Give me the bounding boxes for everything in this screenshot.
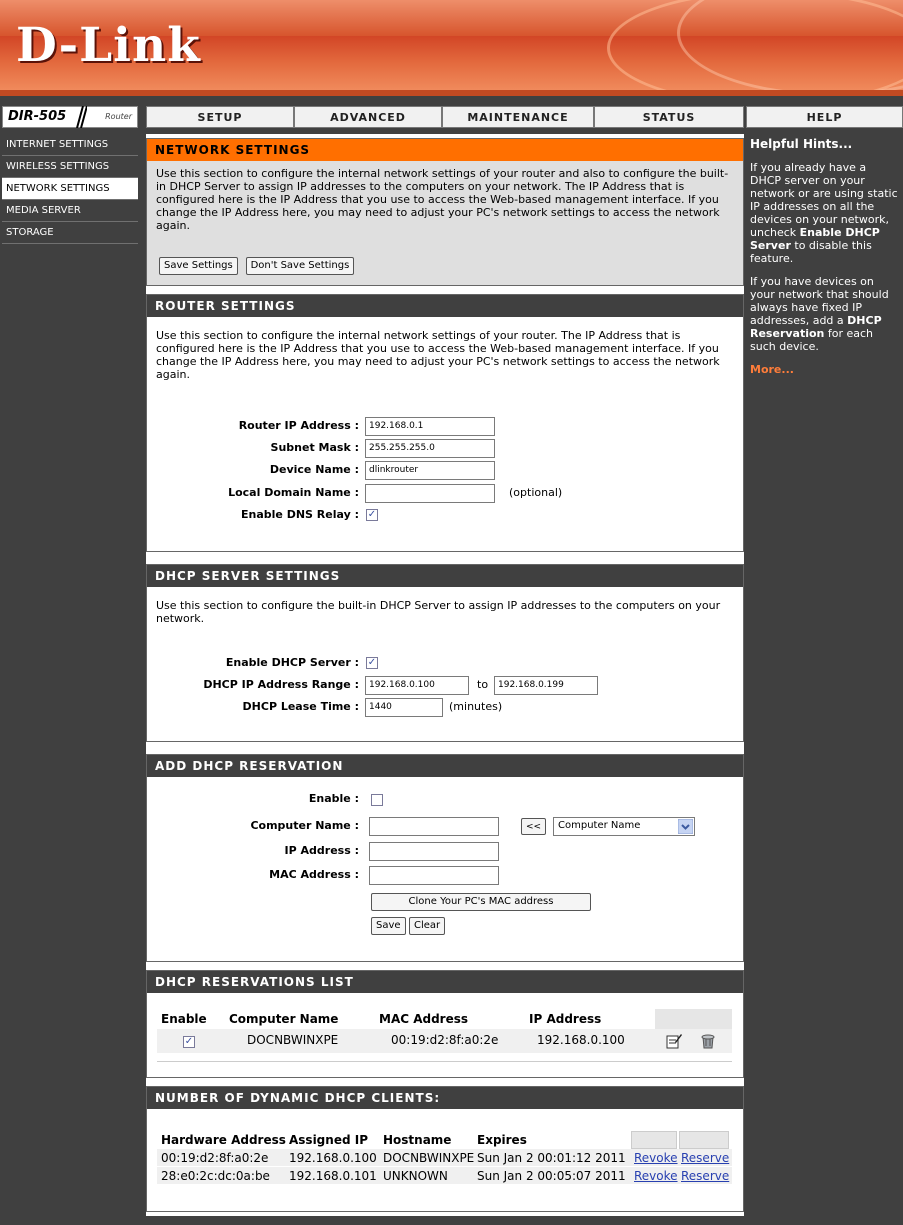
help-hint-reservation bbox=[750, 275, 899, 353]
sidebar-item-network-settings[interactable]: NETWORK SETTINGS bbox=[2, 178, 138, 200]
lease-unit: (minutes) bbox=[449, 700, 503, 713]
revoke-link[interactable]: Revoke bbox=[634, 1169, 678, 1183]
section-title: ADD DHCP RESERVATION bbox=[147, 755, 743, 777]
section-title: DHCP RESERVATIONS LIST bbox=[147, 971, 743, 993]
computer-name-input[interactable] bbox=[369, 817, 499, 836]
lease-time-label: DHCP Lease Time : bbox=[242, 700, 359, 713]
help-hint-dhcp bbox=[750, 161, 899, 265]
mac-address-label: MAC Address : bbox=[269, 868, 359, 881]
table-row bbox=[157, 1166, 732, 1184]
reservation-save-button[interactable]: Save bbox=[371, 917, 406, 935]
revoke-link[interactable]: Revoke bbox=[634, 1151, 678, 1165]
sidebar-item-media-server[interactable]: MEDIA SERVER bbox=[2, 200, 138, 222]
section-title: DHCP SERVER SETTINGS bbox=[147, 565, 743, 587]
slash-icon bbox=[73, 106, 87, 128]
col-enable: Enable bbox=[161, 1012, 207, 1026]
network-settings-section bbox=[146, 138, 744, 286]
model-name: DIR-505 bbox=[8, 109, 67, 124]
dlink-logo: D-Link bbox=[16, 18, 201, 73]
col-assigned-ip: Assigned IP bbox=[289, 1133, 368, 1147]
reservation-enable-checkbox[interactable] bbox=[371, 794, 383, 806]
clone-mac-button[interactable]: Clone Your PC's MAC address bbox=[371, 893, 591, 911]
edit-icon[interactable] bbox=[665, 1032, 683, 1050]
table-header-row bbox=[157, 1009, 732, 1029]
col-hostname: Hostname bbox=[383, 1133, 452, 1147]
dns-relay-checkbox[interactable]: ✓ bbox=[367, 509, 377, 520]
help-text: If you have devices on your network that should always have fixed IP addresses, add a bbox=[750, 275, 889, 327]
tab-status[interactable]: STATUS bbox=[594, 106, 744, 128]
row-hostname: UNKNOWN bbox=[383, 1169, 448, 1183]
sidebar-item-storage[interactable]: STORAGE bbox=[2, 222, 138, 244]
reservations-list-section bbox=[146, 970, 744, 1078]
row-hardware-address: 28:e0:2c:dc:0a:be bbox=[161, 1169, 270, 1183]
sidebar bbox=[2, 134, 138, 244]
col-ip-address: IP Address bbox=[529, 1012, 602, 1026]
help-title: Helpful Hints... bbox=[750, 137, 853, 151]
enable-label: Enable : bbox=[308, 792, 359, 805]
add-reservation-section bbox=[146, 754, 744, 962]
row-hardware-address: 00:19:d2:8f:a0:2e bbox=[161, 1151, 269, 1165]
section-title: ROUTER SETTINGS bbox=[147, 295, 743, 317]
table-row bbox=[157, 1149, 732, 1166]
more-link[interactable]: More... bbox=[750, 363, 794, 376]
dynamic-clients-section bbox=[146, 1086, 744, 1212]
help-emphasis: DHCP Reservation bbox=[750, 314, 882, 340]
header-spacer bbox=[655, 1009, 732, 1029]
reservations-table bbox=[157, 1009, 732, 1062]
router-ip-input[interactable]: 192.168.0.1 bbox=[365, 417, 495, 436]
row-ip-address: 192.168.0.100 bbox=[537, 1033, 625, 1047]
dhcp-range-label: DHCP IP Address Range : bbox=[203, 678, 359, 691]
reserve-link[interactable]: Reserve bbox=[681, 1151, 730, 1165]
computer-name-label: Computer Name : bbox=[250, 819, 359, 832]
row-expires: Sun Jan 2 00:05:07 2011 bbox=[477, 1169, 626, 1183]
header-banner bbox=[0, 0, 903, 90]
device-name-label: Device Name : bbox=[269, 463, 359, 476]
model-type: Router bbox=[105, 112, 132, 121]
router-settings-section bbox=[146, 294, 744, 552]
local-domain-label: Local Domain Name : bbox=[228, 486, 359, 499]
dont-save-settings-button[interactable]: Don't Save Settings bbox=[246, 257, 355, 275]
header-spacer bbox=[679, 1131, 729, 1149]
select-value: Computer Name bbox=[558, 820, 641, 831]
row-expires: Sun Jan 2 00:01:12 2011 bbox=[477, 1151, 626, 1165]
row-assigned-ip: 192.168.0.100 bbox=[289, 1151, 377, 1165]
sidebar-item-internet-settings[interactable]: INTERNET SETTINGS bbox=[2, 134, 138, 156]
dynamic-clients-table bbox=[157, 1131, 732, 1184]
tab-setup[interactable]: SETUP bbox=[146, 106, 294, 128]
col-hardware-address: Hardware Address bbox=[161, 1133, 286, 1147]
tab-help[interactable]: HELP bbox=[746, 106, 903, 128]
chevron-down-icon[interactable] bbox=[678, 819, 693, 834]
lease-time-input[interactable]: 1440 bbox=[365, 698, 443, 717]
help-text: If you already have a DHCP server on your network or are using static IP addresses on all the devices on your network, uncheck bbox=[750, 161, 898, 239]
range-to-label: to bbox=[477, 678, 489, 691]
reservation-mac-input[interactable] bbox=[369, 866, 499, 885]
optional-note: (optional) bbox=[509, 486, 563, 499]
device-name-input[interactable]: dlinkrouter bbox=[365, 461, 495, 480]
header-spacer bbox=[631, 1131, 677, 1149]
ip-address-label: IP Address : bbox=[284, 844, 359, 857]
tab-maintenance[interactable]: MAINTENANCE bbox=[442, 106, 594, 128]
col-mac-address: MAC Address bbox=[379, 1012, 469, 1026]
subnet-mask-label: Subnet Mask : bbox=[270, 441, 359, 454]
sidebar-item-wireless-settings[interactable]: WIRELESS SETTINGS bbox=[2, 156, 138, 178]
tab-advanced[interactable]: ADVANCED bbox=[294, 106, 442, 128]
row-hostname: DOCNBWINXPE bbox=[383, 1151, 475, 1165]
save-settings-button[interactable]: Save Settings bbox=[159, 257, 238, 275]
enable-dhcp-checkbox[interactable]: ✓ bbox=[367, 657, 377, 668]
reserve-link[interactable]: Reserve bbox=[681, 1169, 730, 1183]
section-description: Use this section to configure the internal network settings of your router and also to configure the built-in DHCP Server to assign IP addresses to the computers on your network. The IP Address that is configured here is the IP Address that you use to access the Web-based management interface. If you change the IP Address here, you may need to adjust your PC's network settings to access the network again. bbox=[156, 167, 729, 232]
row-assigned-ip: 192.168.0.101 bbox=[289, 1169, 377, 1183]
model-badge bbox=[2, 106, 138, 128]
section-title: NUMBER OF DYNAMIC DHCP CLIENTS: bbox=[147, 1087, 743, 1109]
section-description: Use this section to configure the internal network settings of your router. The IP Address that is configured here is the IP Address that you use to access the Web-based management interface. If you change the IP Address here, you may need to adjust your PC's network settings to access the network again. bbox=[156, 329, 720, 381]
dhcp-range-start-input[interactable]: 192.168.0.100 bbox=[365, 676, 469, 695]
reservation-ip-input[interactable] bbox=[369, 842, 499, 861]
reservation-row-checkbox[interactable]: ✓ bbox=[184, 1036, 194, 1047]
help-text: to disable this feature. bbox=[750, 239, 872, 265]
reservation-clear-button[interactable]: Clear bbox=[409, 917, 445, 935]
table-header-row bbox=[157, 1131, 732, 1149]
enable-dhcp-label: Enable DHCP Server : bbox=[225, 656, 359, 669]
local-domain-input[interactable] bbox=[365, 484, 495, 503]
dhcp-range-end-input[interactable]: 192.168.0.199 bbox=[494, 676, 598, 695]
copy-computer-name-button[interactable]: << bbox=[521, 818, 546, 835]
router-ip-label: Router IP Address : bbox=[238, 419, 359, 432]
trash-icon[interactable] bbox=[699, 1032, 717, 1050]
subnet-mask-input[interactable]: 255.255.255.0 bbox=[365, 439, 495, 458]
dhcp-server-section bbox=[146, 564, 744, 742]
row-mac-address: 00:19:d2:8f:a0:2e bbox=[391, 1033, 499, 1047]
help-text: for each such device. bbox=[750, 327, 874, 353]
section-title: NETWORK SETTINGS bbox=[147, 139, 743, 161]
main-content bbox=[146, 134, 744, 1216]
dns-relay-label: Enable DNS Relay : bbox=[241, 508, 359, 521]
help-emphasis: Enable DHCP Server bbox=[750, 226, 880, 252]
row-computer-name: DOCNBWINXPE bbox=[247, 1033, 339, 1047]
computer-name-select[interactable] bbox=[553, 817, 695, 836]
header-divider bbox=[0, 90, 903, 96]
table-row bbox=[157, 1029, 732, 1053]
section-description: Use this section to configure the built-in DHCP Server to assign IP addresses to the computers on your network. bbox=[156, 599, 721, 625]
help-panel bbox=[746, 134, 903, 376]
col-expires: Expires bbox=[477, 1133, 527, 1147]
top-navigation bbox=[0, 106, 903, 128]
col-computer-name: Computer Name bbox=[229, 1012, 339, 1026]
